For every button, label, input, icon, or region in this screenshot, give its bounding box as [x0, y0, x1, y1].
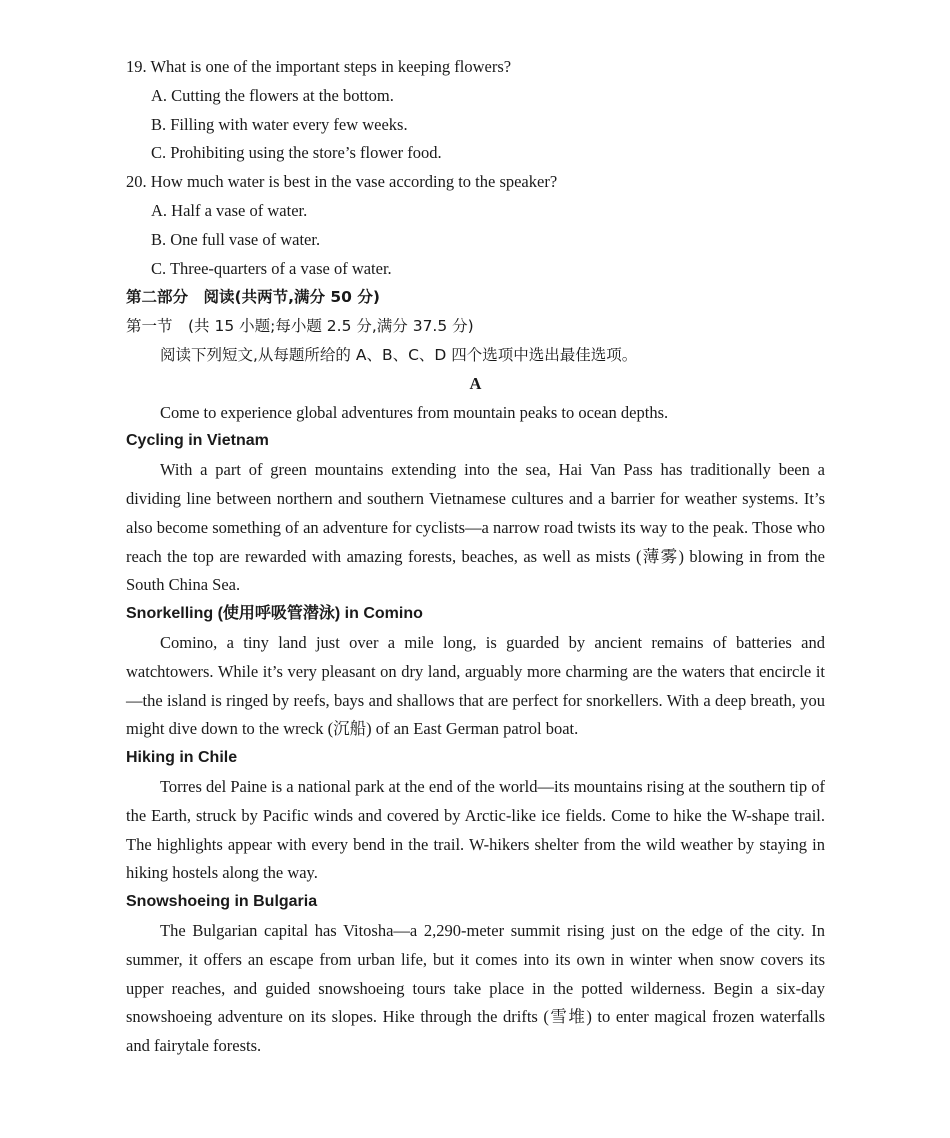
question-19-option-a: A. Cutting the flowers at the bottom. — [151, 85, 394, 105]
question-19-option-c: C. Prohibiting using the store’s flower food. — [151, 143, 442, 163]
section-title-snorkelling: Snorkelling (使用呼吸管潜泳) in Comino — [126, 605, 423, 623]
section-title-snowshoeing: Snowshoeing in Bulgaria — [126, 893, 318, 911]
section-text-cycling — [126, 456, 825, 600]
question-20-option-a: A. Half a vase of water. — [151, 200, 308, 220]
question-20-stem: 20. How much water is best in the vase according to the speaker? — [126, 172, 558, 192]
section-text-snorkelling-body: Comino, a tiny land just over a mile long, is guarded by ancient remains of batteries and watchtowers. While it’s very pleasant on dry land, arguably more charming are the waters that encircle it—the island is ringed by reefs, bays and shallows that are perfect for snorkellers. With a deep breath, you might dive down to the wreck (沉船) of an East German patrol boat. — [126, 632, 825, 739]
passage-label: A — [469, 373, 482, 393]
section-text-snowshoeing-body: The Bulgarian capital has Vitosha—a 2,290-meter summit rising just on the edge of the city. In summer, it offers an escape from urban life, but it comes into its own in winter when snow covers its upper reaches, and guided snowshoeing tours take place in the potted wilderness. Begin a six-day snowshoeing adventure on its slopes. Hike through the drifts (雪堆) to enter magical frozen waterfalls and fairytale forests. — [126, 920, 825, 1056]
section-text-cycling-body: With a part of green mountains extending into the sea, Hai Van Pass has traditionally been a dividing line between northern and southern Vietnamese cultures and a barrier for weather systems. It’s also become something of an adventure for cyclists—a narrow road twists its way to the peak. Those who reach the top are rewarded with amazing forests, beaches, as well as mists (薄雾) blowing in from the South China Sea. — [126, 460, 825, 595]
section-text-snowshoeing — [126, 917, 825, 1061]
exam-page — [126, 53, 825, 1061]
reading-instruction: 阅读下列短文,从每题所给的 A、B、C、D 四个选项中选出最佳选项。 — [160, 345, 638, 364]
question-19-option-b: B. Filling with water every few weeks. — [151, 114, 408, 134]
question-20-option-c: C. Three-quarters of a vase of water. — [151, 258, 392, 278]
question-20-option-b: B. One full vase of water. — [151, 229, 321, 249]
part-two-heading: 第二部分 阅读(共两节,满分 50 分) — [126, 288, 380, 307]
question-19-stem: 19. What is one of the important steps in keeping flowers? — [126, 57, 512, 76]
section-text-snorkelling — [126, 629, 825, 744]
section-text-hiking — [126, 773, 825, 888]
section-one-heading: 第一节 (共 15 小题;每小题 2.5 分,满分 37.5 分) — [126, 317, 474, 336]
passage-intro: Come to experience global adventures from mountain peaks to ocean depths. — [160, 402, 669, 422]
section-title-cycling: Cycling in Vietnam — [126, 432, 269, 450]
section-title-hiking: Hiking in Chile — [126, 749, 238, 767]
section-text-hiking-body: Torres del Paine is a national park at the end of the world—its mountains rising at the southern tip of the Earth, struck by Pacific winds and covered by Arctic-like ice fields. Come to hike the W-shape trail. The highlights appear with every bend in the trail. W-hikers shelter from the wild weather by staying in hiking hostels along the way. — [126, 776, 825, 883]
